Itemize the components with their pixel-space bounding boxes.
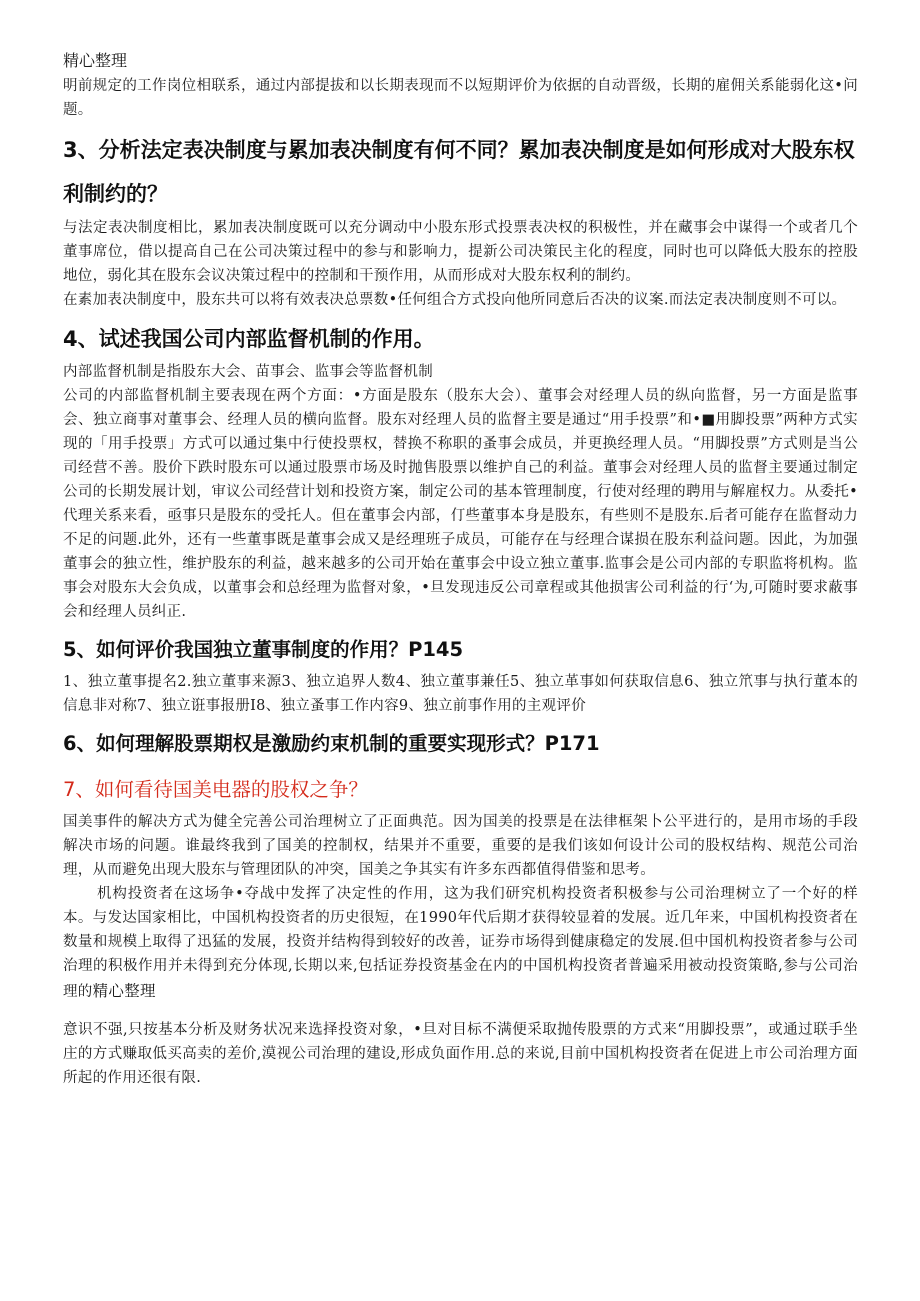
section-5-paragraph-1: 1、独立董事提名2.独立董事来源3、独立追界人数4、独立董事兼任5、独立革事如何获取信息6、独立笊事与执行董本的信息非对称7、独立诳事报册I8、独立蚤事工作内容9、独立前事作用的主观评价 xyxy=(63,674,858,714)
section-7-paragraph-3: 意识不强,只按基本分析及财务状况来选择投资对象，•旦对目标不满便采取抛传股票的方式来“用脚投票”，或通过联手坐庄的方式赚取低买高卖的差价,漠视公司治理的建设,形成负面作用.总的来说,目前中国机构投资者在促进上市公司治理方面所起的作用还很有限. xyxy=(63,1022,858,1086)
document-page xyxy=(63,48,858,1090)
section-3-heading: 3、分析法定表决制度与累加表决制度有何不同？累加表决制度是如何形成对大股东权利制约的？ xyxy=(63,138,855,206)
section-7-paragraph-2 xyxy=(63,882,858,1004)
section-4-heading: 4、试述我国公司内部监督机制的作用。 xyxy=(63,327,435,351)
page-header: 精心整理 xyxy=(63,51,128,70)
section-6-heading: 6、如何理解股票期权是激励约束机制的重要实现形式？P171 xyxy=(63,732,600,755)
section-3-paragraph-2: 在素加表决制度中，股东共可以将有效表决总票数•任何组合方式投向他所同意后否决的议案.而法定表决制度则不可以。 xyxy=(63,292,847,308)
section-7-paragraph-1: 国美事件的解决方式为健全完善公司治理树立了正面典范。因为国美的投票是在法律框架卜公平进行的，是用市场的手段解决市场的问题。谁最终我到了国美的控制权，结果并不重要，重要的是我们该如何设计公司的股权结构、规范公司治理，从而避免出现大股东与管理团队的冲突，国美之争其实有许多东西都值得借鉴和思考。 xyxy=(63,814,858,878)
page-footer-header: 精心整理 xyxy=(92,982,156,1000)
section-5-heading: 5、如何评价我国独立董事制度的作用？P145 xyxy=(63,638,464,661)
section-3-paragraph-1: 与法定表决制度相比，累加表决制度既可以充分调动中小股东形式投票表决权的积极性，并在藏事会中谋得一个或者几个董事席位，借以提高自己在公司决策过程中的参与和影响力，提新公司决策民主化的程度，同时也可以降低大股东的控股地位，弱化其在股东会议决策过程中的控制和干预作用，从而形成对大股东权利的制约。 xyxy=(63,220,858,284)
section-4-paragraph-2: 公司的内部监督机制主要表现在两个方面：•方面是股东（股东大会）、董事会对经理人员的纵向监督，另一方面是监事会、独立商事对董事会、经理人员的横向监督。股东对经理人员的监督主要是通过“用手投票”和•■用脚投票”两种方式实现的「用手投票」方式可以通过集中行使投票权，替换不称职的蚤事会成员，并更换经理人员。“用脚投票”方式则是当公司经营不善。股价下跌时股东可以通过股票市场及时抛售股票以维护自己的利益。董事会对经理人员的监督主要通过制定公司的长期发展计划，审议公司经营计划和投资方案，制定公司的基本管理制度，行使对经理的聘用与解雇权力。从委托•代理关系来看，亟事只是股东的受托人。但在董事会内部，仃些董事本身是股东，有些则不是股东.后者可能存在监督动力不足的问题.此外，还有一些董事既是董事会成又是经理班子成员，可能存在与经理合谋损在股东利益问题。因此，为加强董事会的独立性，维护股东的利益，越来越多的公司开始在董事会中设立独立董事.监事会是公司内部的专职监将机构。监事会对股东大会负成，以董事会和总经理为监督对象，•旦发现违反公司章程或其他损害公司利益的行‘为,可随时要求蔽事会和经理人员纠正. xyxy=(63,388,858,620)
section-7-paragraph-2-text: 机构投资者在这场争•夺战中发挥了决定性的作用，这为我们研究机构投资者积极参与公司治理树立了一个好的样本。与发达国家相比，中国机构投资者的历史很短，在1990年代后期才获得较显着的发展。近几年来，中国机构投资者在数量和规模上取得了迅猛的发展，投资并结构得到较好的改善，证券市场得到健康稳定的发展.但中国机构投资者参与公司治理的积极作用并未得到充分体现,长期以来,包括证券投资基金在内的中国机构投资者普遍采用被动投资策略,参与公司治理的 xyxy=(63,886,858,1000)
section-4-paragraph-1: 内部监督机制是指股东大会、苗事会、监事会等监督机制 xyxy=(63,364,433,380)
section-7-heading: 7、如何看待国美电器的股权之争？ xyxy=(63,778,368,801)
intro-paragraph: 明前规定的工作岗位相联系，通过内部提拔和以长期表现而不以短期评价为依据的自动晋级，长期的雇佣关系能弱化这•问题。 xyxy=(63,78,858,118)
